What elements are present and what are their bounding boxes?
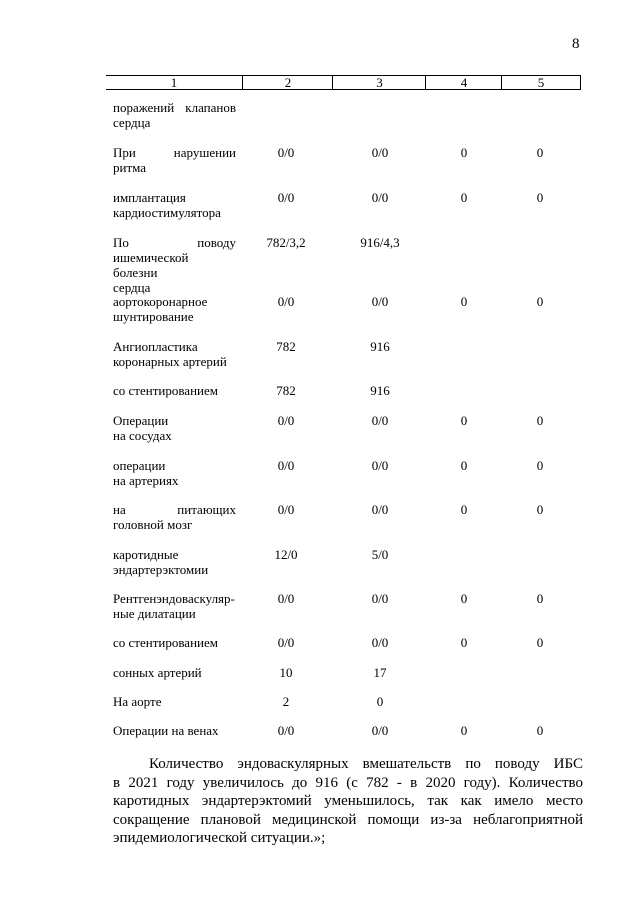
column-header-3: 3 <box>332 75 426 90</box>
row-label <box>113 413 236 443</box>
row-label <box>113 190 236 220</box>
row-label-line: поражений клапанов <box>113 100 236 115</box>
row-value-col2: 2 <box>282 694 290 709</box>
row-value-col4: 0 <box>460 458 468 473</box>
row-label-line: шунтирование <box>113 309 194 324</box>
row-value-col4: 0 <box>460 294 468 309</box>
column-header-1: 1 <box>170 75 178 90</box>
row-value-col5: 0 <box>536 413 544 428</box>
row-label-line: кардиостимулятора <box>113 205 221 220</box>
row-value-col2: 10 <box>279 665 293 680</box>
row-value-col2: 0/0 <box>277 591 295 606</box>
row-value-col3: 0/0 <box>371 145 389 160</box>
row-value-col3: 17 <box>373 665 387 680</box>
row-label-line: каротидные <box>113 547 179 562</box>
row-label <box>113 145 236 175</box>
row-label-line: При нарушении <box>113 145 236 160</box>
row-label-line: со стентированием <box>113 383 218 398</box>
body-paragraph <box>113 755 583 848</box>
row-label <box>113 547 236 577</box>
row-value-col5: 0 <box>536 294 544 309</box>
row-value-col2: 0/0 <box>277 413 295 428</box>
row-value-col3: 0/0 <box>371 413 389 428</box>
row-label <box>113 235 236 295</box>
row-label-line: эндартерэктомии <box>113 562 209 577</box>
row-value-col3: 0 <box>376 694 384 709</box>
row-value-col4: 0 <box>460 413 468 428</box>
row-value-col2: 0/0 <box>277 145 295 160</box>
row-label-line: На аорте <box>113 694 162 709</box>
row-value-col5: 0 <box>536 458 544 473</box>
row-label-line: сонных артерий <box>113 665 202 680</box>
row-label <box>113 694 236 709</box>
row-value-col3: 5/0 <box>371 547 389 562</box>
paragraph-line: каротидных эндартерэктомий уменьшилось, так как имело место <box>113 793 583 809</box>
row-value-col3: 0/0 <box>371 723 389 738</box>
row-value-col2: 0/0 <box>277 502 295 517</box>
paragraph-line: в 2021 году увеличилось до 916 (с 782 - в 2020 году). Количество <box>113 774 583 791</box>
row-label <box>113 458 236 488</box>
row-label-line: сердца <box>113 115 151 130</box>
row-value-col3: 0/0 <box>371 502 389 517</box>
row-label-line: Рентгенэндоваскуляр- <box>113 591 235 606</box>
row-label-line: на сосудах <box>113 428 172 443</box>
row-label <box>113 502 236 532</box>
row-label-line: на питающих <box>113 502 236 517</box>
row-label <box>113 635 236 650</box>
row-value-col3: 916/4,3 <box>360 235 400 250</box>
column-header-5: 5 <box>501 75 581 90</box>
row-value-col5: 0 <box>536 190 544 205</box>
column-header-4: 4 <box>425 75 502 90</box>
row-value-col2: 12/0 <box>274 547 298 562</box>
row-label-line: По поводу <box>113 235 236 250</box>
row-label <box>113 591 236 621</box>
row-label-line: ишемической болезни <box>113 250 189 280</box>
row-label <box>113 723 236 738</box>
paragraph-line: эпидемиологической ситуации.»; <box>113 830 326 846</box>
row-label-line: на артериях <box>113 473 179 488</box>
row-label <box>113 294 236 324</box>
row-value-col4: 0 <box>460 145 468 160</box>
row-value-col4: 0 <box>460 502 468 517</box>
row-value-col5: 0 <box>536 723 544 738</box>
row-label-line: аортокоронарное <box>113 294 208 309</box>
row-value-col3: 916 <box>370 339 390 354</box>
row-label-line: имплантация <box>113 190 186 205</box>
row-value-col2: 0/0 <box>277 458 295 473</box>
row-value-col2: 782 <box>276 339 296 354</box>
row-label-line: операции <box>113 458 166 473</box>
row-value-col3: 0/0 <box>371 294 389 309</box>
row-value-col2: 0/0 <box>277 294 295 309</box>
paragraph-line: Количество эндоваскулярных вмешательств по поводу ИБС <box>149 756 583 772</box>
row-value-col4: 0 <box>460 723 468 738</box>
row-value-col2: 0/0 <box>277 723 295 738</box>
row-value-col2: 782 <box>276 383 296 398</box>
row-value-col2: 782/3,2 <box>266 235 306 250</box>
row-value-col2: 0/0 <box>277 635 295 650</box>
row-label-line: сердца <box>113 280 151 295</box>
row-label-line: Операции <box>113 413 169 428</box>
row-label <box>113 339 236 369</box>
row-value-col5: 0 <box>536 635 544 650</box>
row-value-col3: 0/0 <box>371 190 389 205</box>
row-value-col4: 0 <box>460 190 468 205</box>
row-label-line: коронарных артерий <box>113 354 227 369</box>
row-label-line: ритма <box>113 160 147 175</box>
row-value-col3: 916 <box>370 383 390 398</box>
row-label <box>113 383 236 398</box>
row-label-line: головной мозг <box>113 517 193 532</box>
column-header-2: 2 <box>242 75 333 90</box>
row-value-col5: 0 <box>536 502 544 517</box>
paragraph-line: сокращение плановой медицинской помощи из-за неблагоприятной <box>113 811 583 828</box>
row-label-line: Ангиопластика <box>113 339 198 354</box>
row-value-col4: 0 <box>460 591 468 606</box>
row-label <box>113 665 236 680</box>
row-label-line: со стентированием <box>113 635 218 650</box>
row-label-line: ные дилатации <box>113 606 196 621</box>
row-value-col4: 0 <box>460 635 468 650</box>
row-value-col2: 0/0 <box>277 190 295 205</box>
row-label-line: Операции на венах <box>113 723 219 738</box>
page-number: 8 <box>572 36 580 52</box>
row-value-col3: 0/0 <box>371 458 389 473</box>
row-label <box>113 100 236 130</box>
row-value-col5: 0 <box>536 591 544 606</box>
row-value-col3: 0/0 <box>371 635 389 650</box>
row-value-col3: 0/0 <box>371 591 389 606</box>
row-value-col5: 0 <box>536 145 544 160</box>
